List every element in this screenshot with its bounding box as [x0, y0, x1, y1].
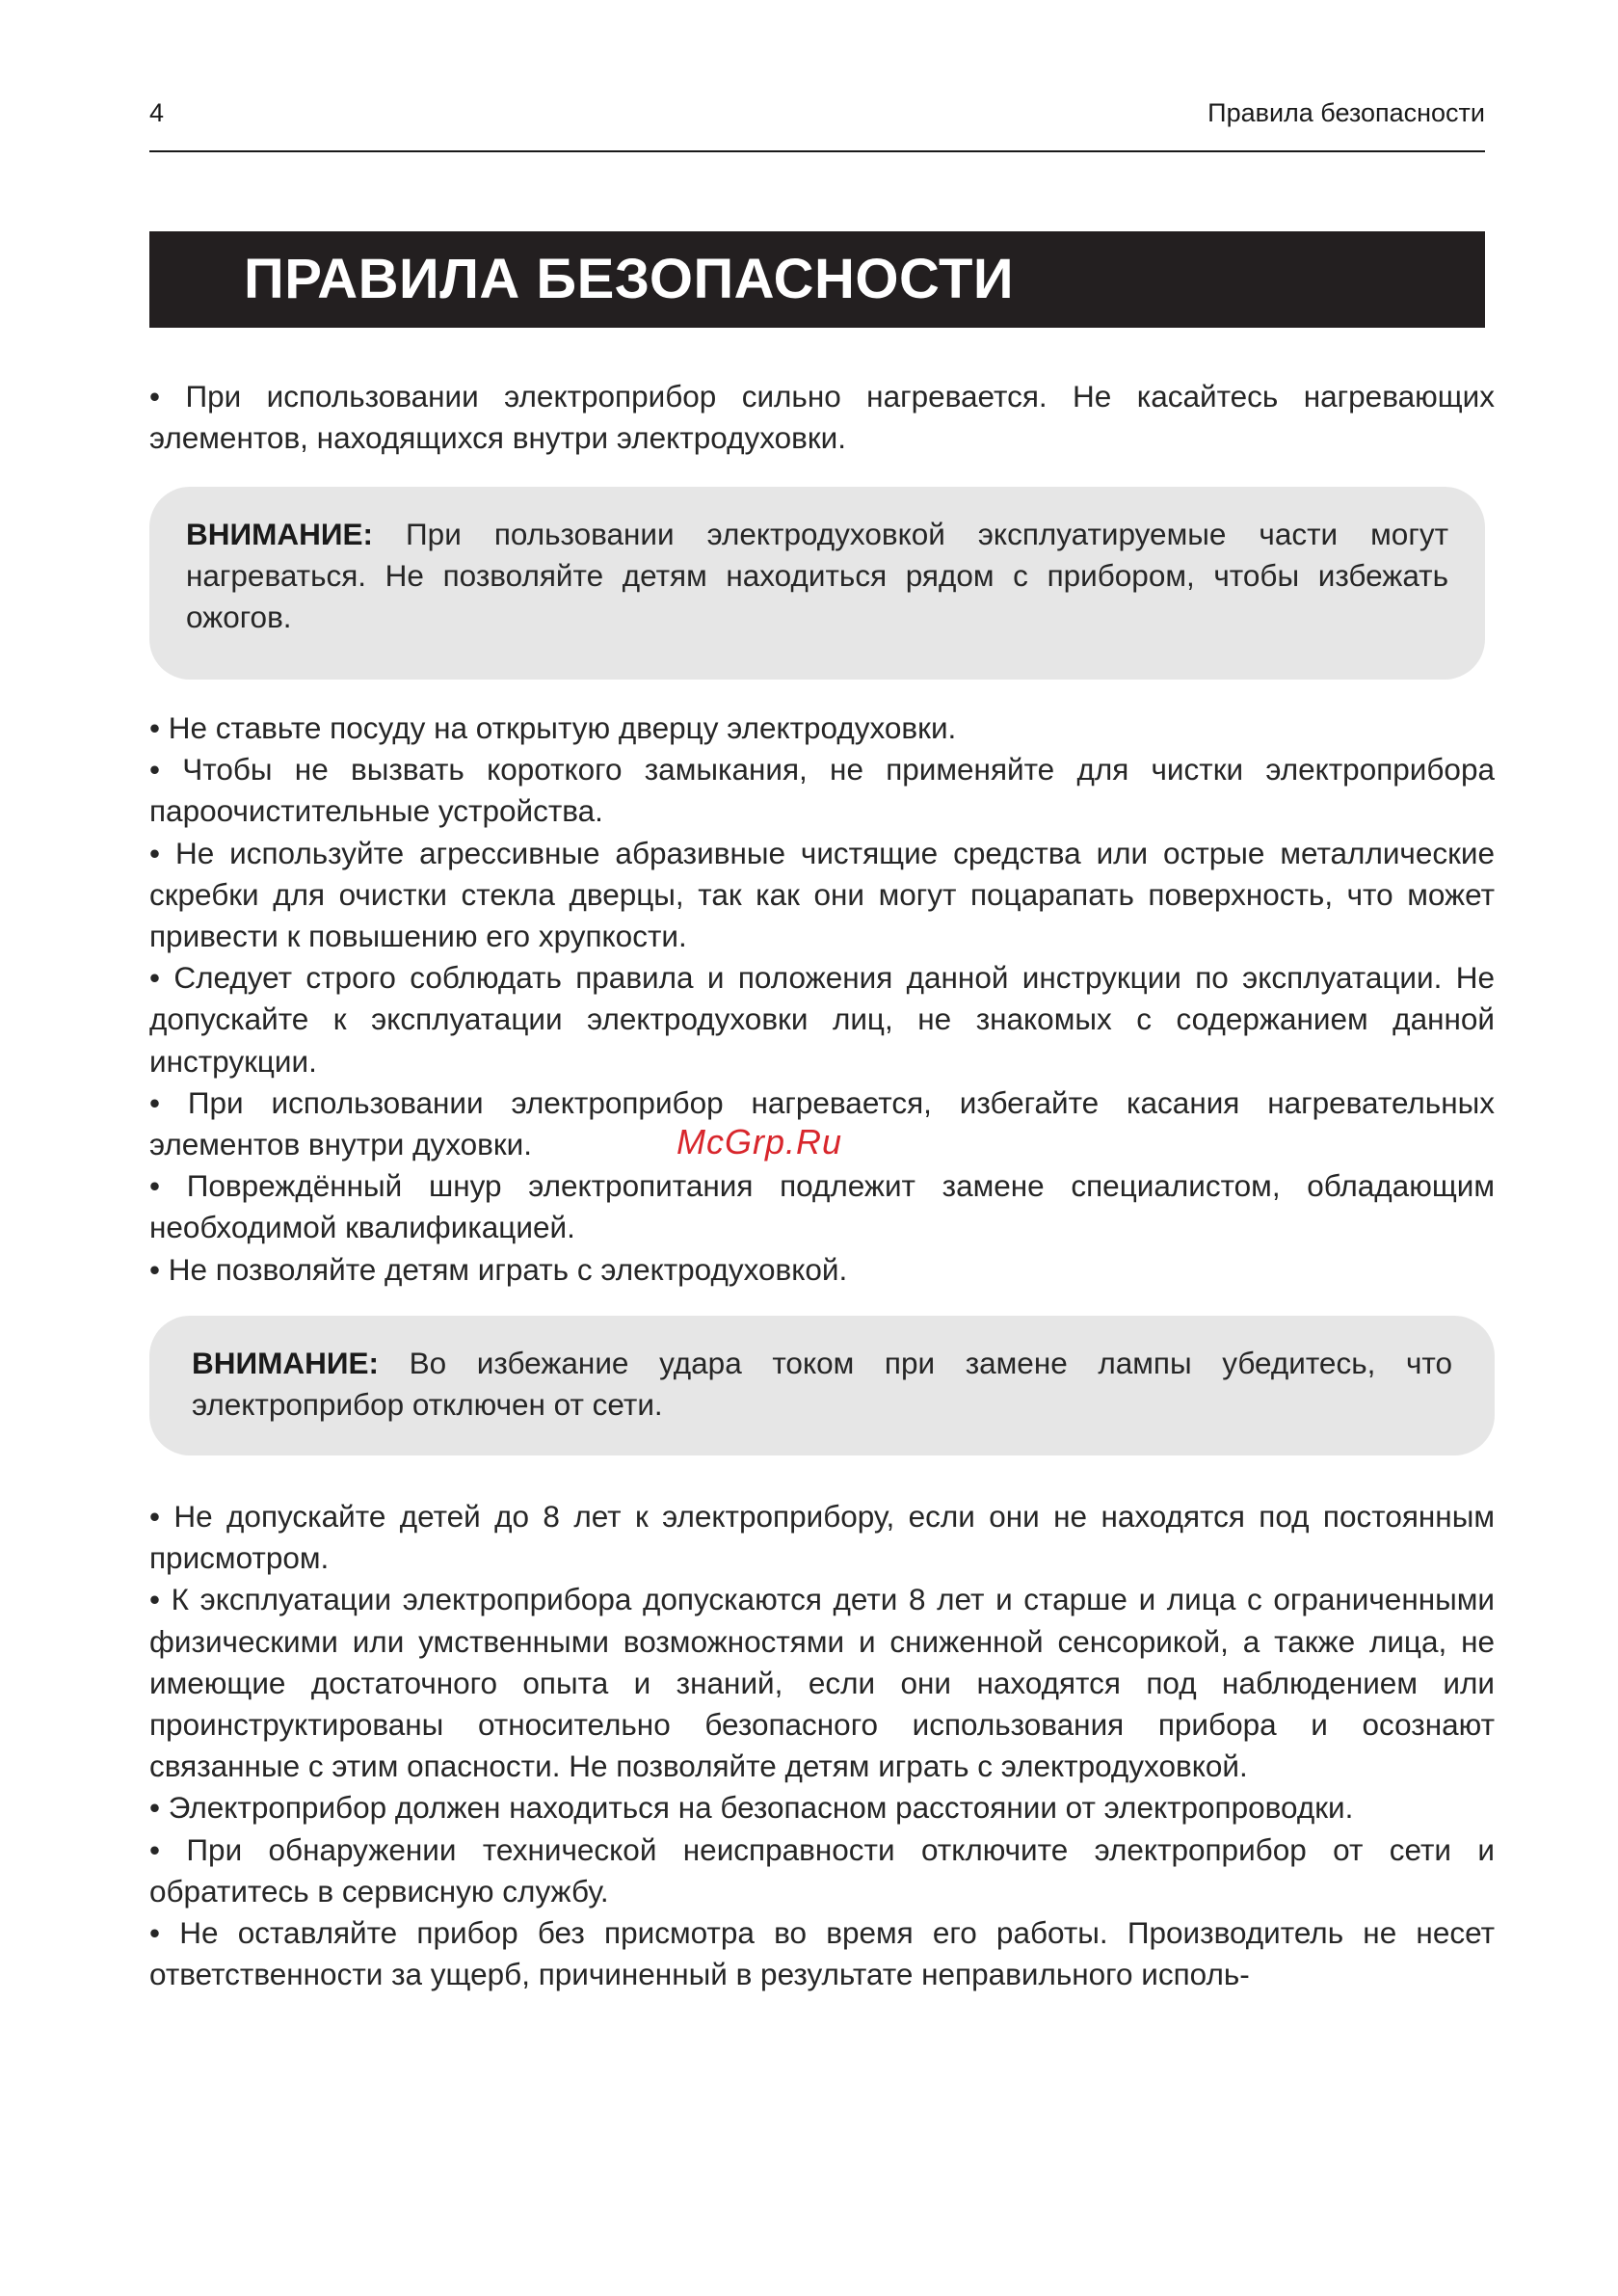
section-title: ПРАВИЛА БЕЗОПАСНОСТИ: [244, 248, 1015, 310]
page-number: 4: [149, 98, 165, 127]
warning-notice-2: [149, 1316, 1495, 1455]
text-block-3: [149, 1496, 1495, 1995]
bullet-paragraph: • Не допускайте детей до 8 лет к электроприбору, если они не находятся под постоянным присмотром.: [149, 1499, 1495, 1576]
bullet-paragraph: • Не ставьте посуду на открытую дверцу электродуховки.: [149, 710, 957, 745]
bullet-paragraph: • Чтобы не вызвать короткого замыкания, не применяйте для чистки электроприбора пароочистительные устройства.: [149, 752, 1495, 829]
bullet-paragraph: • При обнаружении технической неисправности отключите электроприбор от сети и обратитесь в сервисную службу.: [149, 1831, 1495, 1909]
warning-label: ВНИМАНИЕ:: [192, 1346, 380, 1380]
warning-notice-1: [149, 487, 1485, 680]
bullet-paragraph: • Не используйте агрессивные абразивные чистящие средства или острые металлические скребки для очистки стекла дверцы, так как они могут поцарапать поверхность, что может привести к повышению его хрупкости.: [149, 835, 1495, 954]
warning-text: Во избежание удара током при замене лампы убедитесь, что электроприбор отключен от сети.: [192, 1346, 1452, 1422]
bullet-paragraph: • Не позволяйте детям играть с электродуховкой.: [149, 1251, 848, 1287]
text-block-2: [149, 707, 1495, 1291]
bullet-paragraph: • Повреждённый шнур электропитания подлежит замене специалистом, обладающим необходимой квалификацией.: [149, 1168, 1495, 1245]
bullet-paragraph: • Следует строго соблюдать правила и положения данной инструкции по эксплуатации. Не допускайте к эксплуатации электродуховки лиц, не знакомых с содержанием данной инструкции.: [149, 960, 1495, 1079]
warning-label: ВНИМАНИЕ:: [186, 517, 374, 551]
bullet-paragraph: • К эксплуатации электроприбора допускаются дети 8 лет и старше и лица с ограниченными физическими или умственными возможностями и сниженной сенсорикой, а также лица, не имеющие достаточного опыта и знаний, если они находятся под наблюдением или проинструктированы относительно безопасного использования прибора и осознают связанные с этим опасности. Не позволяйте детям играть с электродуховкой.: [149, 1582, 1495, 1784]
section-title-bar: [149, 231, 1485, 328]
text-block-1: [149, 376, 1495, 459]
bullet-paragraph: • При использовании электроприбор сильно нагревается. Не касайтесь нагревающих элементов, находящихся внутри электродуховки.: [149, 379, 1495, 456]
bullet-paragraph: • При использовании электроприбор нагревается, избегайте касания нагревательных элементов внутри духовки.: [149, 1084, 1495, 1162]
bullet-paragraph: • Не оставляйте прибор без присмотра во время его работы. Производитель не несет ответственности за ущерб, причиненный в результате неправильного исполь-: [149, 1915, 1495, 1992]
bullet-paragraph: • Электроприбор должен находиться на безопасном расстоянии от электропроводки.: [149, 1790, 1354, 1826]
watermark: McGrp.Ru: [676, 1122, 843, 1161]
page-header: [149, 96, 1485, 152]
warning-text: При пользовании электродуховкой эксплуатируемые части могут нагреваться. Не позволяйте детям находиться рядом с прибором, чтобы избежать ожогов.: [186, 517, 1448, 634]
running-title: Правила безопасности: [1207, 98, 1485, 127]
